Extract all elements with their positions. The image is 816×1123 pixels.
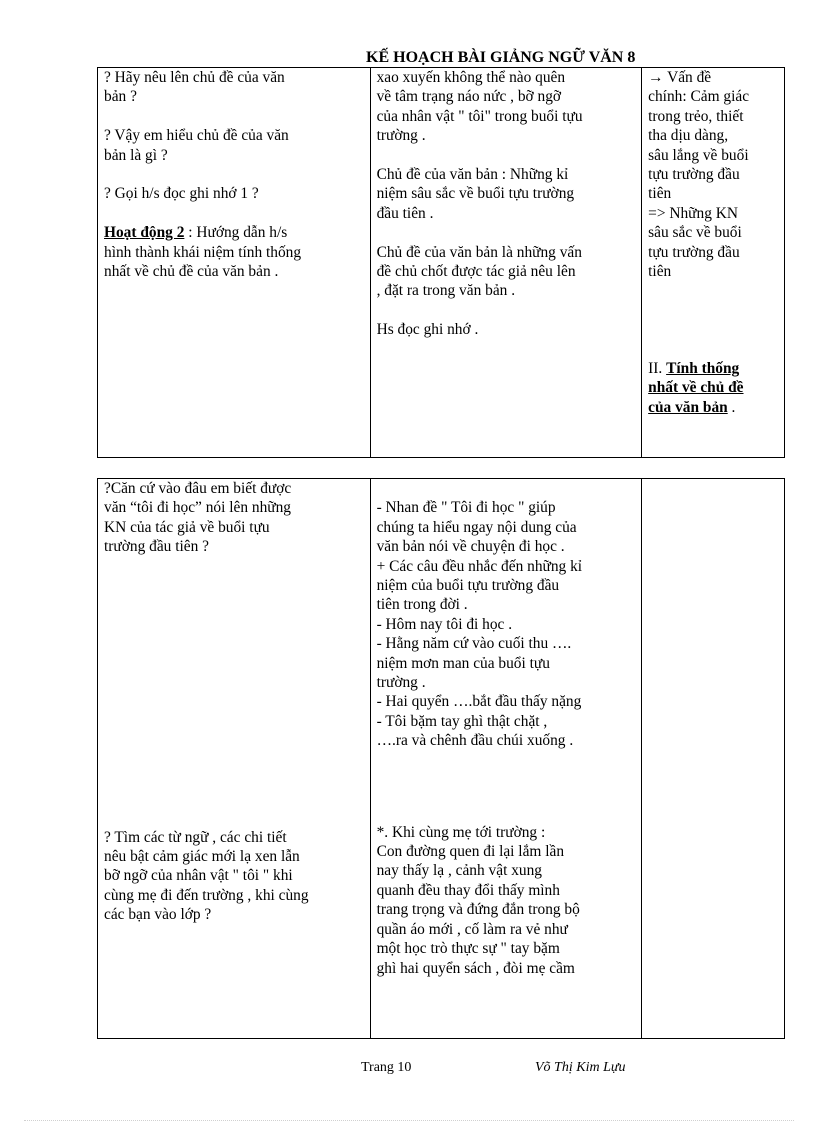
answer-text: Chủ đề của văn bản : Những kỉ niệm sâu sắc về buổi tựu trường đầu tiên . — [376, 166, 575, 222]
teacher-activity-cell — [98, 479, 371, 1039]
answer-text: Chủ đề của văn bản là những vấn đề chủ chốt được tác giả nêu lên , đặt ra trong văn bản . — [376, 243, 582, 300]
answer-text: *. Khi cùng mẹ tới trường : Con đường quen đi lại lắm lần nay thấy lạ , cảnh vật xung quanh đều thay đổi thấy mình trang trọng và đứng đắn trong bộ quần áo mới , cố làm ra vẻ như một học trò thực sự " tay bặm ghì hai quyển sách , đòi mẹ cầm — [376, 823, 580, 977]
answer-text: - Nhan đề " Tôi đi học " giúp chúng ta hiểu ngay nội dung của văn bản nói về chuyện đi học . + Các câu đều nhắc đến những kỉ niệm của buổi tựu trường đầu tiên trong đời . - Hôm nay tôi đi học . - Hằng năm cứ vào cuối thu …. niệm mơn man của buổi tựu trường . - Hai quyển ….bắt đầu thấy nặng - Tôi bặm tay ghì thật chặt , ….ra và chênh đầu chúi xuống . — [376, 499, 583, 750]
activity-text: Hoạt động 2 : Hướng dẫn h/s hình thành khái niệm tính thống nhất về chủ đề của văn bản . — [104, 224, 302, 281]
page-number: Trang 10 — [361, 1060, 412, 1075]
question-text: ? Hãy nêu lên chủ đề của văn bản ? — [104, 69, 285, 106]
question-text: ? Gọi h/s đọc ghi nhớ 1 ? — [104, 185, 259, 203]
content-text: → Vấn đề chính: Cảm giác trong trẻo, thiết tha dịu dàng, sâu lắng về buổi tựu trường đầu tiên => Những KN sâu sắc về buổi tựu trường đầu tiên — [648, 69, 750, 281]
content-cell — [642, 479, 785, 1039]
lesson-table-1 — [97, 67, 785, 458]
section-title: Tính thống nhất về chủ đề của văn bản — [648, 360, 744, 416]
question-text: ? Vậy em hiểu chủ đề của văn bản là gì ? — [104, 127, 289, 164]
question-text: ? Tìm các từ ngữ , các chi tiết nêu bật cảm giác mới lạ xen lẫn bỡ ngỡ của nhân vật " tôi " khi cùng mẹ đi đến trường , khi cùng các bạn vào lớp ? — [104, 828, 309, 924]
student-activity-cell — [370, 479, 642, 1039]
author-name: Võ Thị Kim Lựu — [535, 1060, 626, 1075]
page-title: KẾ HOẠCH BÀI GIẢNG NGỮ VĂN 8 — [366, 49, 636, 66]
divider — [24, 1120, 794, 1121]
section-heading: II. Tính thống nhất về chủ đề của văn bản . — [648, 360, 744, 416]
teacher-activity-cell — [98, 68, 371, 458]
student-activity-cell — [370, 68, 642, 458]
activity-label: Hoạt động 2 — [104, 224, 185, 242]
content-cell — [642, 68, 785, 458]
question-text: ?Căn cứ vào đâu em biết được văn “tôi đi học” nói lên những KN của tác giả về buổi tựu trường đầu tiên ? — [104, 480, 292, 556]
answer-text: xao xuyến không thể nào quên về tâm trạng náo nức , bỡ ngỡ của nhân vật " tôi" trong buổi tựu trường . — [376, 69, 583, 145]
table-row — [98, 68, 785, 458]
table-row — [98, 479, 785, 1039]
answer-text: Hs đọc ghi nhớ . — [376, 321, 479, 339]
lesson-table-2 — [97, 478, 785, 1039]
